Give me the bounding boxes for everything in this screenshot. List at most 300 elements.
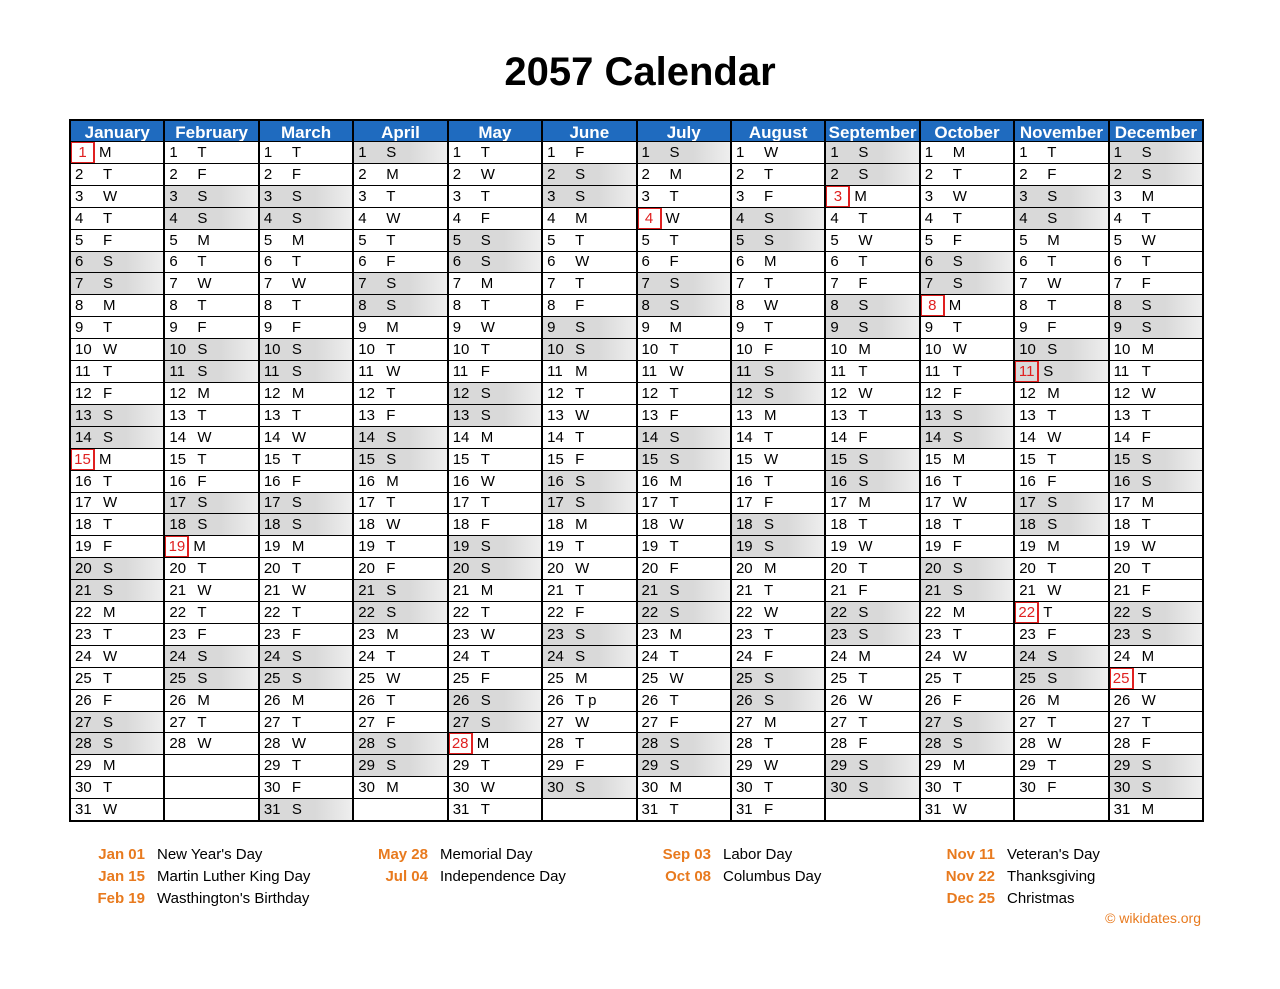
day-cell (921, 208, 1013, 230)
day-cell (826, 295, 918, 317)
weekday-letter: W (952, 647, 967, 665)
day-cell (71, 427, 163, 449)
day-number: 13 (1019, 406, 1036, 424)
day-cell (638, 164, 730, 186)
holiday-date: Jan 15 (98, 868, 145, 885)
day-cell (1015, 230, 1107, 252)
day-cell (732, 164, 824, 186)
weekday-letter: M (1141, 187, 1155, 205)
weekday-letter: F (575, 603, 585, 621)
day-number: 10 (452, 341, 470, 359)
weekday-letter: S (103, 428, 114, 446)
day-cell (826, 733, 918, 755)
weekday-letter: T (1141, 560, 1151, 578)
day-number: 6 (924, 253, 934, 271)
weekday-letter: T (575, 538, 585, 556)
day-number: 20 (1019, 560, 1036, 578)
holiday-date: Nov 22 (945, 868, 995, 885)
day-number: 15 (169, 450, 187, 468)
day-number: 4 (169, 209, 178, 227)
weekday-letter: S (952, 253, 963, 271)
day-number: 29 (1019, 757, 1036, 775)
day-number: 5 (75, 231, 84, 249)
day-number: 31 (1113, 801, 1131, 819)
weekday-letter: T (480, 757, 490, 775)
weekday-letter: T (197, 297, 207, 315)
weekday-letter: T (1141, 713, 1151, 731)
month-column-october (921, 119, 1015, 820)
day-cell (826, 624, 918, 646)
weekday-letter: S (858, 319, 869, 337)
day-cell (543, 317, 635, 339)
day-cell (449, 668, 541, 690)
day-number: 7 (641, 275, 650, 293)
weekday-letter: S (291, 494, 302, 512)
day-cell (165, 427, 257, 449)
day-number: 24 (924, 647, 942, 665)
day-cell (826, 777, 918, 799)
day-cell (921, 252, 1013, 274)
day-cell (260, 733, 352, 755)
holiday-name: Christmas (1007, 890, 1075, 907)
weekday-letter: S (952, 582, 963, 600)
weekday-letter: F (575, 450, 585, 468)
day-number: 13 (1113, 406, 1131, 424)
day-number: 10 (358, 341, 375, 359)
day-cell (1015, 142, 1107, 164)
weekday-letter: T (952, 165, 962, 183)
day-number: 27 (1019, 713, 1036, 731)
weekday-letter: W (858, 384, 873, 402)
day-cell (1110, 690, 1202, 712)
day-number: 14 (830, 428, 848, 446)
weekday-letter: F (1141, 275, 1151, 293)
day-number: 10 (830, 341, 848, 359)
day-number: 14 (641, 428, 659, 446)
day-number: 22 (924, 603, 942, 621)
day-cell (732, 493, 824, 515)
day-cell (543, 624, 635, 646)
day-number: 9 (735, 319, 745, 337)
holiday-name: New Year's Day (157, 846, 263, 863)
day-cell (260, 142, 352, 164)
weekday-letter: S (103, 560, 114, 578)
day-number: 15 (263, 450, 281, 468)
day-number: 24 (75, 647, 92, 665)
holiday-date: Sep 03 (662, 846, 711, 863)
day-number: 3 (1113, 187, 1122, 205)
day-number: 16 (452, 472, 470, 490)
weekday-letter: T (386, 231, 396, 249)
day-number: 9 (263, 319, 273, 337)
weekday-letter: T (291, 603, 302, 621)
weekday-letter: S (1047, 494, 1058, 512)
weekday-letter: W (1047, 428, 1062, 446)
weekday-letter: M (575, 209, 588, 227)
weekday-letter: S (480, 384, 491, 402)
day-cell (732, 580, 824, 602)
day-cell (354, 273, 446, 295)
weekday-letter: W (669, 669, 684, 687)
weekday-letter: S (197, 363, 208, 381)
credit-link[interactable]: © wikidates.org (1105, 910, 1201, 926)
day-cell (543, 668, 635, 690)
weekday-letter: W (763, 450, 779, 468)
day-cell (543, 646, 635, 668)
weekday-letter: F (763, 494, 774, 512)
day-cell (354, 646, 446, 668)
weekday-letter: M (669, 779, 683, 797)
weekday-letter: T (480, 603, 490, 621)
weekday-letter: W (952, 341, 967, 359)
day-number: 13 (358, 406, 375, 424)
day-cell (1110, 208, 1202, 230)
weekday-letter: S (197, 647, 208, 665)
day-cell (826, 690, 918, 712)
weekday-letter: F (763, 341, 774, 359)
day-cell (165, 690, 257, 712)
weekday-letter: T (197, 560, 207, 578)
day-number: 25 (358, 669, 375, 687)
day-number: 5 (263, 231, 273, 249)
day-number: 21 (452, 582, 470, 600)
month-header: February (165, 119, 257, 142)
day-cell (1015, 273, 1107, 295)
day-cell (543, 602, 635, 624)
weekday-letter: T (291, 560, 302, 578)
weekday-letter: M (480, 275, 494, 293)
day-cell (638, 273, 730, 295)
day-number: 21 (641, 582, 659, 600)
day-number: 28 (263, 735, 281, 753)
day-number: 11 (735, 363, 752, 381)
day-number: 27 (75, 713, 92, 731)
weekday-letter: M (291, 384, 305, 402)
weekday-letter: S (386, 275, 397, 293)
weekday-letter: W (291, 582, 307, 600)
weekday-letter: F (858, 735, 868, 753)
weekday-letter: T (858, 669, 868, 687)
day-number: 21 (830, 582, 848, 600)
day-cell (1110, 558, 1202, 580)
day-cell (449, 580, 541, 602)
weekday-letter: T (1141, 209, 1151, 227)
day-number: 23 (641, 625, 659, 643)
day-cell (449, 317, 541, 339)
day-number: 24 (547, 647, 564, 665)
day-cell (921, 580, 1013, 602)
day-number: 22 (735, 603, 753, 621)
weekday-letter: T (103, 209, 113, 227)
weekday-letter: S (1141, 165, 1152, 183)
weekday-letter: W (1047, 735, 1062, 753)
weekday-letter: T (386, 691, 396, 709)
weekday-letter: T (669, 494, 679, 512)
day-cell (1015, 624, 1107, 646)
month-column-march (260, 119, 354, 820)
weekday-letter: S (1141, 625, 1152, 643)
weekday-letter: M (386, 472, 399, 490)
weekday-letter: S (480, 691, 491, 709)
day-number: 16 (1113, 472, 1131, 490)
day-number: 12 (358, 384, 375, 402)
day-number: 10 (1019, 341, 1036, 359)
weekday-letter: S (1141, 450, 1152, 468)
weekday-letter: F (1047, 625, 1057, 643)
day-number: 24 (263, 647, 281, 665)
day-number: 7 (547, 275, 556, 293)
month-header: October (921, 119, 1013, 142)
day-number: 29 (830, 757, 848, 775)
weekday-letter: S (575, 319, 586, 337)
day-number: 27 (263, 713, 281, 731)
day-number: 19 (547, 538, 564, 556)
weekday-letter: S (291, 209, 302, 227)
weekday-letter: F (291, 319, 302, 337)
weekday-letter: S (1141, 472, 1152, 490)
day-number: 18 (547, 516, 564, 534)
day-cell (543, 493, 635, 515)
weekday-letter: M (763, 253, 777, 271)
day-number: 6 (1113, 253, 1122, 271)
day-number: 9 (452, 319, 462, 337)
day-number: 5 (1113, 231, 1122, 249)
weekday-letter: S (197, 187, 208, 205)
day-cell (1110, 799, 1202, 820)
day-cell (921, 405, 1013, 427)
weekday-letter: S (858, 757, 869, 775)
weekday-letter: T (858, 713, 868, 731)
day-cell (543, 142, 635, 164)
weekday-letter: T (575, 428, 585, 446)
day-number: 10 (1113, 341, 1131, 359)
day-number: 22 (1113, 603, 1131, 621)
weekday-letter: W (103, 647, 118, 665)
page-title: 2057 Calendar (504, 50, 776, 94)
day-cell (260, 230, 352, 252)
day-number: 22 (547, 603, 564, 621)
day-cell (1110, 580, 1202, 602)
weekday-letter: M (669, 625, 683, 643)
day-cell (354, 405, 446, 427)
weekday-letter: T (1141, 406, 1151, 424)
day-number: 9 (358, 319, 367, 337)
day-number: 27 (169, 713, 187, 731)
day-cell (1015, 339, 1107, 361)
weekday-letter: W (858, 538, 873, 556)
day-number: 23 (169, 625, 187, 643)
weekday-letter: M (197, 384, 210, 402)
day-cell (1015, 712, 1107, 734)
weekday-letter: W (665, 209, 680, 227)
day-number: 13 (830, 406, 848, 424)
day-number: 25 (263, 669, 281, 687)
empty-cell (543, 799, 635, 820)
weekday-letter: T (480, 187, 490, 205)
weekday-letter: T (386, 341, 396, 359)
day-cell (826, 536, 918, 558)
day-number: 2 (924, 165, 934, 183)
day-number: 11 (169, 363, 185, 381)
day-cell (732, 799, 824, 820)
weekday-letter: T (1047, 713, 1057, 731)
day-number: 25 (830, 669, 848, 687)
day-number: 27 (830, 713, 848, 731)
day-number: 18 (1113, 516, 1131, 534)
day-number: 28 (735, 735, 753, 753)
weekday-letter: S (858, 165, 869, 183)
day-cell (165, 624, 257, 646)
day-cell (732, 186, 824, 208)
month-header: September (826, 119, 918, 142)
day-number: 9 (75, 319, 84, 337)
weekday-letter: T (480, 450, 490, 468)
holiday-name: Memorial Day (440, 846, 533, 863)
day-number: 4 (638, 208, 662, 229)
weekday-letter: W (480, 625, 495, 643)
day-cell (638, 252, 730, 274)
weekday-letter: T (480, 647, 490, 665)
day-number: 8 (735, 297, 745, 315)
holiday-date: Jan 01 (98, 846, 145, 863)
day-number: 25 (547, 669, 564, 687)
day-number: 29 (358, 757, 375, 775)
day-cell (543, 361, 635, 383)
day-cell (354, 383, 446, 405)
day-number: 15 (830, 450, 848, 468)
day-cell (638, 427, 730, 449)
day-number: 23 (735, 625, 753, 643)
weekday-letter: S (480, 538, 491, 556)
weekday-letter: T (103, 472, 113, 490)
day-cell (732, 252, 824, 274)
weekday-letter: W (1141, 384, 1156, 402)
weekday-letter: S (386, 582, 397, 600)
day-cell (732, 142, 824, 164)
day-cell (732, 755, 824, 777)
month-column-june (543, 119, 637, 820)
weekday-letter: S (480, 406, 491, 424)
day-cell (71, 252, 163, 274)
day-cell (543, 449, 635, 471)
day-number: 29 (641, 757, 659, 775)
day-number: 14 (169, 428, 187, 446)
month-header: August (732, 119, 824, 142)
weekday-letter: M (763, 713, 777, 731)
holiday-name: Thanksgiving (1007, 868, 1096, 885)
day-number: 17 (1113, 494, 1131, 512)
day-cell (921, 558, 1013, 580)
weekday-letter: W (386, 363, 401, 381)
day-number: 17 (830, 494, 848, 512)
day-number: 23 (1113, 625, 1131, 643)
day-cell (1110, 624, 1202, 646)
day-number: 28 (75, 735, 92, 753)
day-number: 22 (358, 603, 375, 621)
weekday-letter: S (952, 735, 963, 753)
day-cell (921, 755, 1013, 777)
day-number: 12 (75, 384, 92, 402)
day-cell (638, 405, 730, 427)
day-cell (921, 142, 1013, 164)
day-cell (732, 602, 824, 624)
weekday-letter: S (1047, 647, 1058, 665)
day-number: 22 (641, 603, 659, 621)
day-cell (354, 777, 446, 799)
day-cell (543, 690, 635, 712)
weekday-letter: S (291, 341, 302, 359)
day-cell (449, 186, 541, 208)
weekday-letter: M (291, 691, 305, 709)
day-cell (826, 230, 918, 252)
weekday-letter: S (669, 428, 680, 446)
day-cell (449, 449, 541, 471)
day-cell (543, 230, 635, 252)
day-number: 12 (1113, 384, 1131, 402)
weekday-letter: T (858, 406, 868, 424)
day-cell (921, 799, 1013, 820)
weekday-letter: F (952, 384, 962, 402)
day-cell (260, 712, 352, 734)
weekday-letter: T (575, 231, 585, 249)
weekday-letter: S (1141, 779, 1152, 797)
day-cell (71, 295, 163, 317)
day-number: 20 (169, 560, 187, 578)
holiday-legend (0, 844, 1280, 924)
day-cell (260, 558, 352, 580)
day-cell (1110, 646, 1202, 668)
weekday-letter: T (669, 647, 679, 665)
day-cell (921, 624, 1013, 646)
weekday-letter: S (575, 779, 586, 797)
weekday-letter: T (386, 494, 396, 512)
day-cell (638, 536, 730, 558)
month-header: May (449, 119, 541, 142)
day-number: 8 (830, 297, 839, 315)
day-cell (732, 690, 824, 712)
month-header: July (638, 119, 730, 142)
day-cell (1110, 514, 1202, 536)
day-number: 4 (263, 209, 273, 227)
day-cell (1110, 383, 1202, 405)
day-cell (826, 668, 918, 690)
day-cell (732, 777, 824, 799)
weekday-letter: F (575, 297, 585, 315)
day-cell (165, 712, 257, 734)
holiday-date: Jul 04 (385, 868, 428, 885)
day-number: 8 (921, 295, 945, 316)
day-cell (638, 602, 730, 624)
day-number: 24 (1113, 647, 1131, 665)
day-number: 20 (358, 560, 375, 578)
weekday-letter: S (103, 253, 114, 271)
day-cell (354, 164, 446, 186)
day-number: 14 (1019, 428, 1036, 446)
day-cell (260, 690, 352, 712)
weekday-letter: T (763, 472, 774, 490)
weekday-letter: F (386, 560, 396, 578)
day-number: 7 (452, 275, 462, 293)
weekday-letter: S (858, 625, 869, 643)
day-cell (543, 514, 635, 536)
day-number: 8 (1019, 297, 1028, 315)
day-number: 5 (641, 231, 650, 249)
weekday-letter: S (858, 603, 869, 621)
day-cell (260, 777, 352, 799)
day-cell (71, 208, 163, 230)
weekday-letter: T (858, 363, 868, 381)
weekday-letter: W (1047, 582, 1062, 600)
